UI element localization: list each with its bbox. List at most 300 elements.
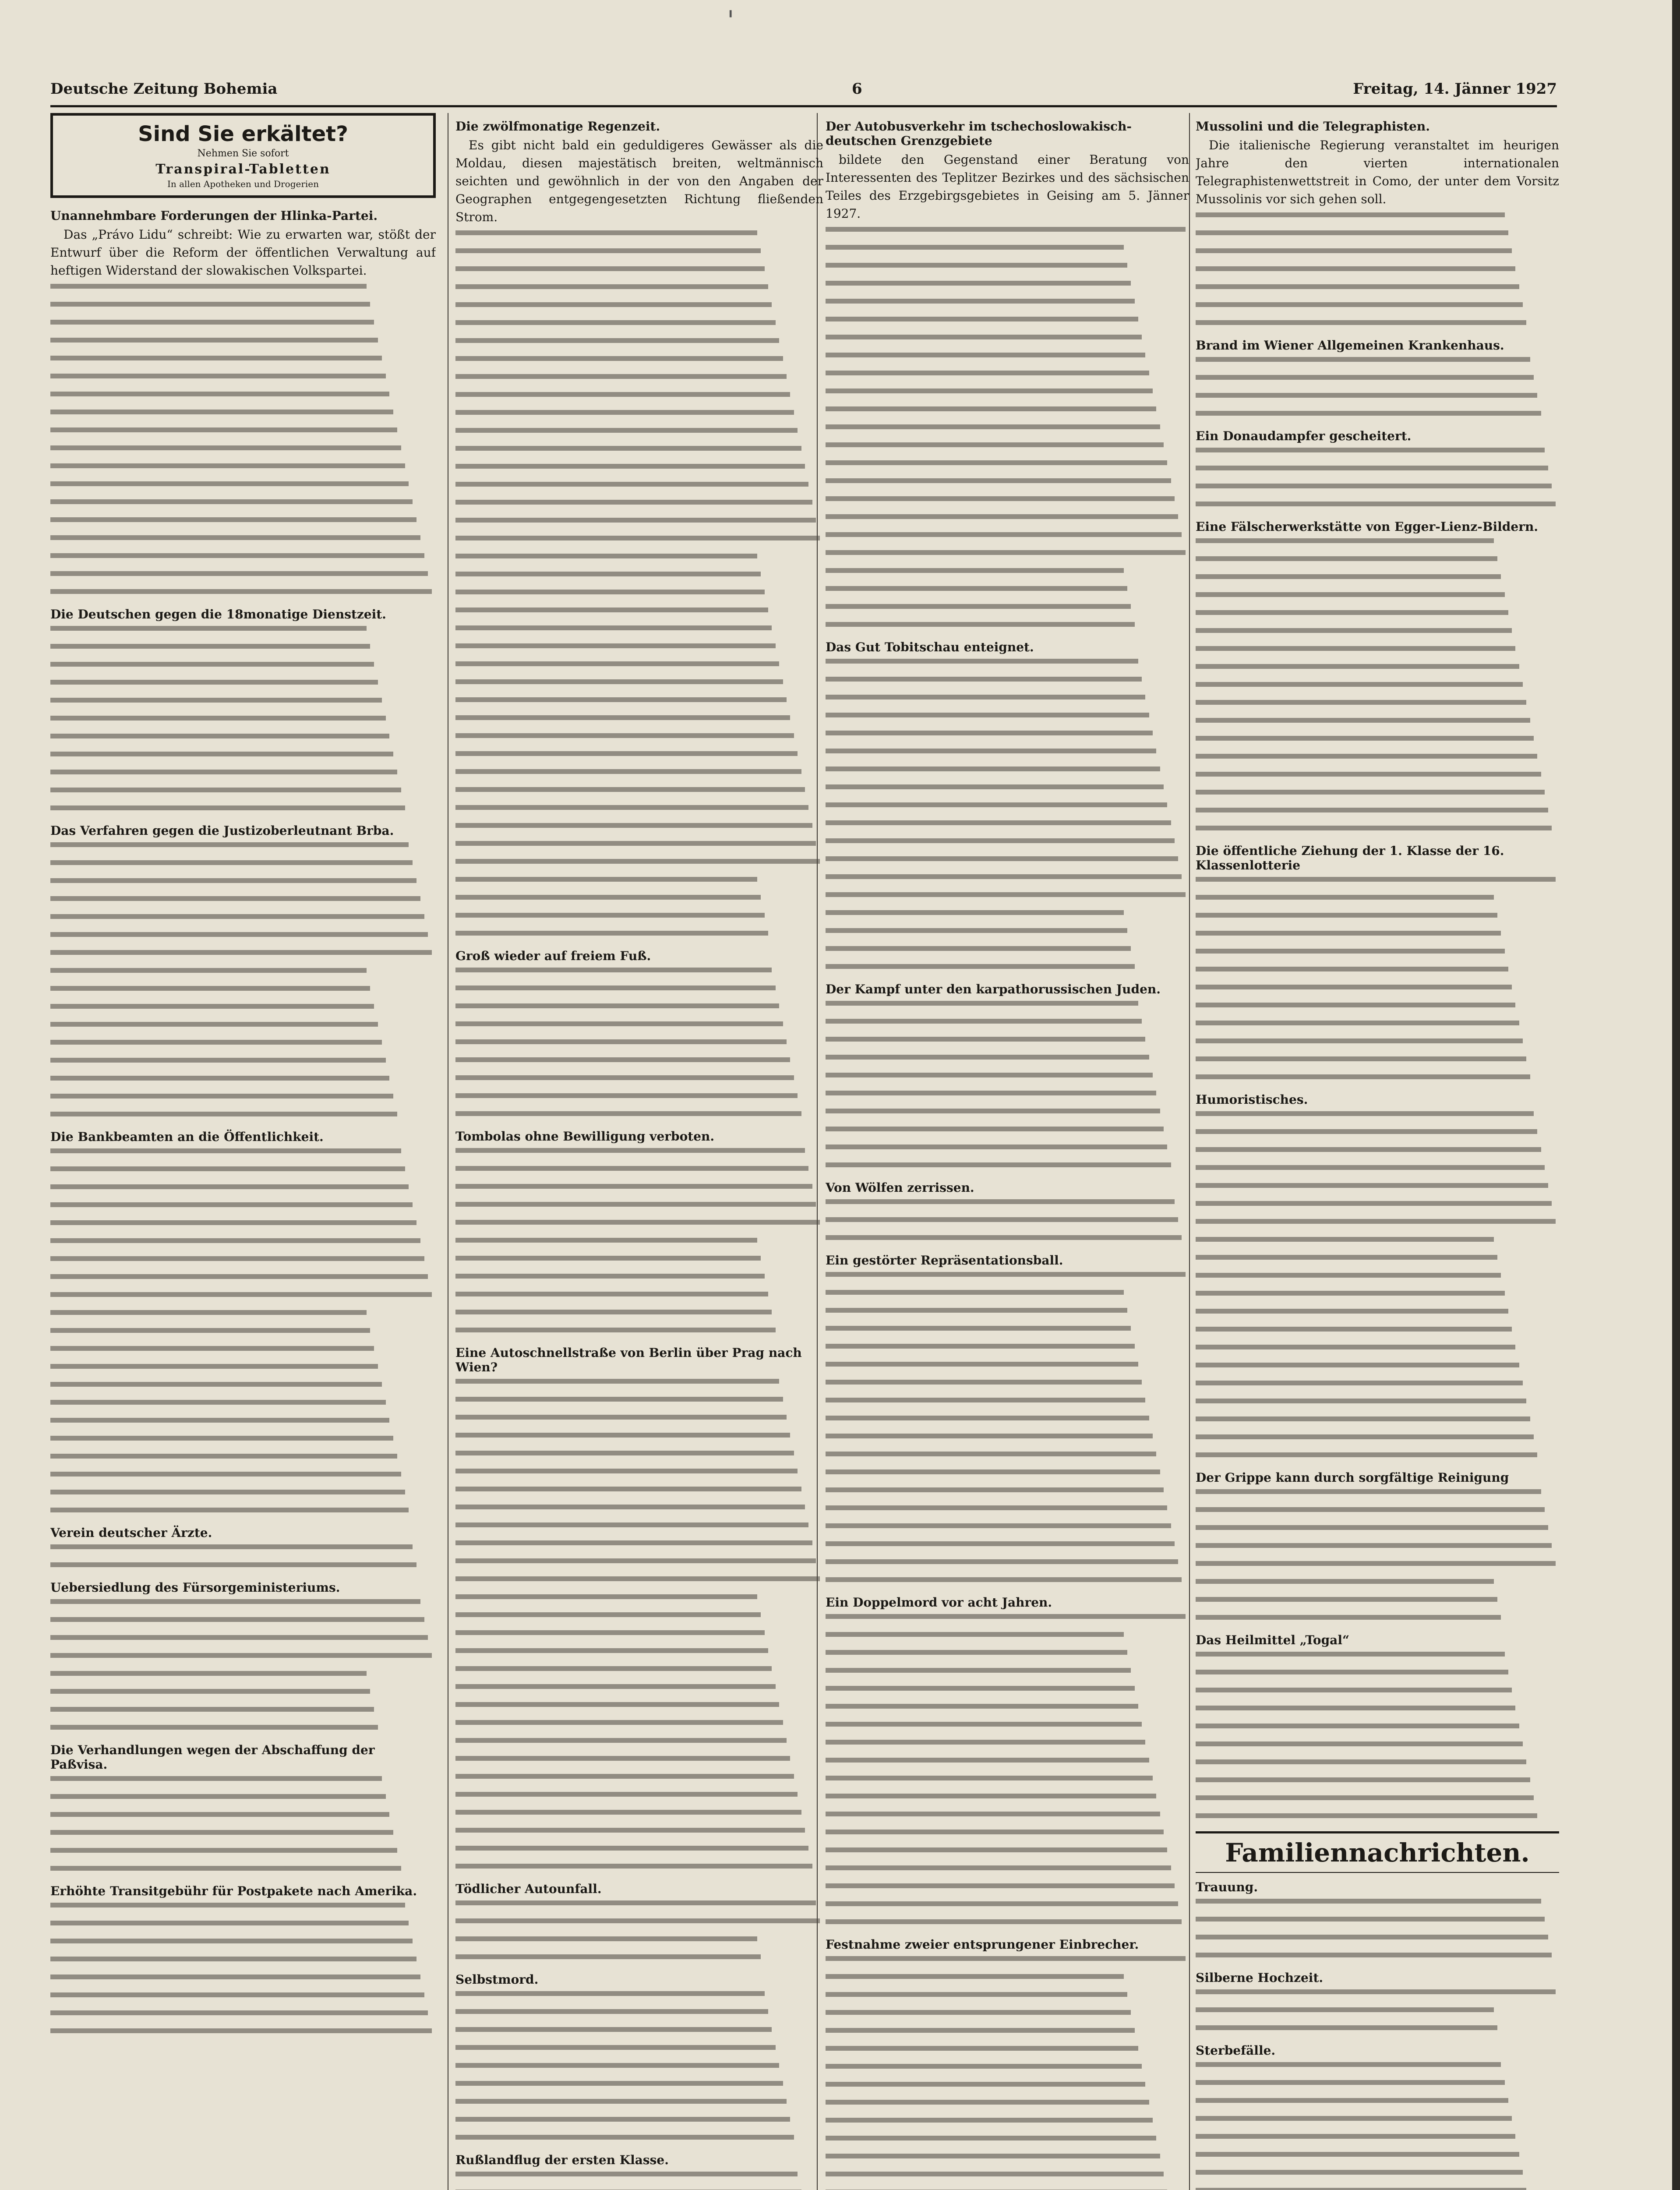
text-line bbox=[826, 2118, 1153, 2123]
text-line bbox=[455, 1864, 812, 1869]
text-line bbox=[455, 1702, 779, 1707]
text-line bbox=[826, 424, 1160, 429]
text-line bbox=[1196, 2098, 1508, 2103]
text-line bbox=[826, 856, 1178, 861]
text-line bbox=[50, 1058, 386, 1063]
text-line bbox=[50, 1418, 389, 1423]
text-line bbox=[455, 1792, 798, 1797]
text-line bbox=[826, 442, 1164, 447]
text-line bbox=[50, 338, 378, 343]
text-line bbox=[1196, 1003, 1515, 1007]
article-heading: Der Kampf unter den karpathorussischen Juden. bbox=[826, 982, 1161, 996]
text-line bbox=[50, 1364, 378, 1369]
text-line bbox=[50, 1848, 397, 1853]
text-line bbox=[826, 2010, 1131, 2015]
text-line bbox=[50, 1436, 393, 1441]
text-line bbox=[826, 1901, 1178, 1906]
text-line bbox=[826, 1162, 1171, 1167]
text-line bbox=[826, 695, 1145, 699]
text-line bbox=[455, 823, 812, 828]
text-line bbox=[1196, 736, 1534, 741]
text-line bbox=[50, 896, 420, 901]
text-line bbox=[455, 464, 805, 469]
text-line bbox=[826, 1416, 1149, 1420]
text-line bbox=[1196, 2062, 1501, 2067]
text-line bbox=[826, 227, 1186, 232]
text-line bbox=[1196, 949, 1505, 954]
text-line bbox=[826, 1830, 1164, 1834]
text-line bbox=[826, 335, 1142, 339]
text-line bbox=[455, 1397, 783, 1402]
article-heading: Das Heilmittel „Togal“ bbox=[1196, 1633, 1350, 1647]
text-line bbox=[455, 536, 820, 540]
text-line bbox=[1196, 1219, 1556, 1224]
text-line bbox=[826, 1272, 1186, 1277]
text-line bbox=[826, 1722, 1142, 1727]
text-line bbox=[50, 2010, 428, 2015]
ad-brand: Transpiral-Tabletten bbox=[155, 162, 331, 177]
text-line bbox=[455, 913, 765, 918]
text-line bbox=[455, 1954, 761, 1959]
text-line bbox=[826, 1127, 1164, 1131]
text-line bbox=[455, 590, 765, 594]
text-line bbox=[826, 802, 1167, 807]
text-line bbox=[50, 1256, 424, 1261]
text-line bbox=[826, 1055, 1149, 1060]
text-line bbox=[826, 1847, 1167, 1852]
text-line bbox=[455, 2135, 794, 2140]
text-block bbox=[50, 626, 436, 810]
text-block bbox=[455, 2172, 823, 2190]
text-line bbox=[50, 734, 389, 738]
article-heading: Ein gestörter Repräsentationsball. bbox=[826, 1253, 1063, 1268]
ad-title: Sind Sie erkältet? bbox=[138, 122, 348, 146]
text-line bbox=[1196, 1165, 1545, 1170]
text-line bbox=[50, 626, 367, 631]
text-line bbox=[50, 392, 389, 396]
text-line bbox=[826, 1812, 1160, 1816]
text-line bbox=[455, 697, 787, 702]
text-block bbox=[1196, 877, 1559, 1079]
text-line bbox=[1196, 1741, 1523, 1746]
text-line bbox=[826, 1308, 1127, 1313]
article-heading: Unannehmbare Forderungen der Hlinka-Partei. bbox=[50, 208, 378, 223]
text-line bbox=[455, 1900, 816, 1905]
text-line bbox=[1196, 1777, 1530, 1782]
text-line bbox=[455, 392, 790, 397]
text-line bbox=[1196, 967, 1508, 971]
text-line bbox=[1196, 393, 1537, 398]
text-line bbox=[826, 245, 1124, 250]
text-line bbox=[826, 568, 1124, 573]
text-line bbox=[826, 371, 1149, 375]
text-line bbox=[455, 482, 808, 487]
text-line bbox=[455, 302, 772, 307]
text-line bbox=[455, 625, 772, 630]
text-line bbox=[455, 2081, 783, 2086]
text-line bbox=[1196, 931, 1501, 936]
text-line bbox=[455, 895, 761, 900]
text-line bbox=[1196, 592, 1505, 597]
article-text: bildete den Gegenstand einer Beratung von Interessenten des Teplitzer Bezirkes und des sächsischen Teiles des Erzgebirgsgebietes in Geising am 5. Jänner 1927. bbox=[826, 152, 1189, 221]
text-line bbox=[1196, 1201, 1552, 1206]
text-line bbox=[826, 2172, 1164, 2176]
text-line bbox=[50, 1022, 378, 1027]
text-line bbox=[50, 1292, 432, 1297]
text-line bbox=[1196, 2152, 1519, 2157]
article-heading: Tombolas ohne Bewilligung verboten. bbox=[455, 1129, 715, 1144]
text-line bbox=[826, 1001, 1138, 1006]
text-line bbox=[1196, 1615, 1501, 1620]
text-line bbox=[826, 1776, 1153, 1780]
text-line bbox=[826, 1883, 1175, 1888]
text-line bbox=[1196, 1579, 1494, 1584]
article-heading: Der Autobusverkehr im tschechoslowakisch-deutschen Grenzgebiete bbox=[826, 119, 1132, 148]
text-line bbox=[1196, 610, 1508, 615]
text-line bbox=[455, 787, 805, 792]
text-block bbox=[1196, 2062, 1559, 2190]
text-line bbox=[50, 842, 409, 847]
text-line bbox=[455, 572, 761, 576]
text-line bbox=[50, 1148, 401, 1153]
text-line bbox=[826, 604, 1131, 609]
text-line bbox=[1196, 484, 1552, 488]
text-line bbox=[455, 1111, 801, 1116]
text-line bbox=[1196, 284, 1519, 289]
text-line bbox=[826, 928, 1127, 933]
text-line bbox=[50, 1346, 374, 1351]
text-line bbox=[826, 749, 1156, 753]
text-line bbox=[455, 715, 790, 720]
text-line bbox=[50, 1562, 416, 1567]
text-line bbox=[455, 1433, 790, 1438]
text-line bbox=[1196, 2134, 1515, 2139]
text-block bbox=[455, 1991, 823, 2140]
text-line bbox=[1196, 682, 1523, 687]
text-line bbox=[1196, 357, 1530, 362]
text-line bbox=[826, 2154, 1160, 2158]
text-line bbox=[1196, 1670, 1508, 1674]
text-line bbox=[455, 1540, 812, 1545]
text-line bbox=[1196, 2007, 1494, 2012]
text-line bbox=[1196, 1056, 1526, 1061]
text-line bbox=[1196, 1291, 1505, 1296]
text-line bbox=[455, 1720, 783, 1725]
ad-line: In allen Apotheken und Drogerien bbox=[167, 179, 319, 189]
text-line bbox=[826, 1686, 1135, 1691]
text-line bbox=[455, 1936, 757, 1941]
text-line bbox=[50, 788, 401, 792]
text-line bbox=[455, 1202, 816, 1207]
text-line bbox=[1196, 1345, 1515, 1349]
text-line bbox=[1196, 1273, 1501, 1278]
text-line bbox=[455, 1310, 772, 1314]
text-line bbox=[826, 1577, 1182, 1582]
text-line bbox=[50, 320, 374, 325]
text-line bbox=[826, 1073, 1153, 1077]
text-line bbox=[1196, 448, 1545, 452]
text-line bbox=[50, 1776, 382, 1781]
text-block bbox=[826, 1956, 1189, 2190]
text-line bbox=[826, 263, 1127, 268]
column-4 bbox=[1196, 113, 1559, 2190]
text-line bbox=[826, 514, 1178, 519]
text-line bbox=[826, 1794, 1156, 1798]
text-line bbox=[455, 986, 776, 990]
text-line bbox=[1196, 1255, 1497, 1260]
text-line bbox=[1196, 1111, 1534, 1116]
text-line bbox=[455, 2027, 772, 2032]
text-line bbox=[1196, 1327, 1512, 1332]
text-line bbox=[455, 2045, 776, 2050]
text-line bbox=[50, 427, 397, 432]
article-heading: Eine Autoschnellstraße von Berlin über Prag nach Wien? bbox=[455, 1346, 802, 1374]
text-line bbox=[826, 586, 1127, 591]
text-line bbox=[455, 356, 783, 361]
text-line bbox=[455, 805, 808, 810]
text-line bbox=[455, 1057, 790, 1062]
text-line bbox=[455, 1594, 757, 1599]
text-block bbox=[50, 842, 436, 1116]
text-line bbox=[826, 731, 1153, 735]
text-line bbox=[455, 1684, 776, 1689]
text-line bbox=[826, 1668, 1131, 1673]
text-block bbox=[1196, 212, 1559, 325]
text-line bbox=[50, 1975, 420, 1979]
text-line bbox=[455, 931, 768, 936]
text-line bbox=[455, 1184, 812, 1189]
text-line bbox=[826, 659, 1138, 664]
text-line bbox=[50, 770, 397, 774]
text-line bbox=[1196, 1597, 1497, 1602]
text-line bbox=[1196, 1452, 1537, 1457]
text-line bbox=[1196, 212, 1505, 217]
text-line bbox=[455, 1021, 783, 1026]
text-line bbox=[1196, 1561, 1556, 1566]
text-line bbox=[50, 1508, 409, 1512]
article-heading: Uebersiedlung des Fürsorgeministeriums. bbox=[50, 1580, 340, 1595]
text-block bbox=[826, 1272, 1189, 1582]
article-heading: Von Wölfen zerrissen. bbox=[826, 1180, 974, 1195]
text-block bbox=[50, 1776, 436, 1871]
article-heading: Festnahme zweier entsprungener Einbrecher. bbox=[826, 1937, 1139, 1952]
text-line bbox=[826, 1434, 1153, 1438]
column-3 bbox=[826, 113, 1189, 2190]
text-line bbox=[1196, 1183, 1548, 1188]
text-line bbox=[50, 1794, 386, 1799]
text-line bbox=[455, 1612, 761, 1617]
text-line bbox=[50, 1903, 405, 1907]
text-line bbox=[1196, 1237, 1494, 1242]
text-line bbox=[455, 1738, 787, 1743]
text-line bbox=[1196, 1652, 1505, 1657]
text-line bbox=[455, 1451, 794, 1455]
text-block bbox=[1196, 1489, 1559, 1620]
text-line bbox=[1196, 320, 1526, 325]
text-line bbox=[50, 589, 432, 594]
article-heading: Das Gut Tobitschau enteignet. bbox=[826, 640, 1034, 654]
text-line bbox=[455, 1558, 816, 1563]
text-line bbox=[826, 1037, 1145, 1042]
text-line bbox=[1196, 1038, 1523, 1043]
text-line bbox=[50, 553, 424, 558]
text-line bbox=[826, 1704, 1138, 1709]
text-line bbox=[50, 1220, 416, 1225]
text-line bbox=[455, 2172, 798, 2176]
advertisement-box bbox=[50, 113, 436, 198]
text-line bbox=[50, 1812, 389, 1817]
text-line bbox=[50, 752, 393, 756]
text-block bbox=[826, 1199, 1189, 1240]
text-line bbox=[50, 1310, 367, 1315]
text-line bbox=[1196, 375, 1534, 380]
text-line bbox=[50, 1617, 424, 1622]
column-2 bbox=[455, 113, 823, 2190]
text-line bbox=[50, 535, 420, 540]
text-line bbox=[50, 356, 382, 360]
text-line bbox=[50, 716, 386, 721]
article-heading: Mussolini und die Telegraphisten. bbox=[1196, 119, 1430, 134]
text-line bbox=[1196, 2080, 1505, 2085]
notice-heading: Trauung. bbox=[1196, 1880, 1258, 1894]
page-mark: ' bbox=[727, 5, 734, 36]
text-line bbox=[826, 1992, 1127, 1997]
text-line bbox=[1196, 877, 1556, 882]
text-line bbox=[826, 478, 1171, 483]
text-line bbox=[1196, 790, 1545, 795]
text-line bbox=[50, 1707, 374, 1712]
text-line bbox=[455, 1522, 808, 1527]
text-line bbox=[455, 608, 768, 612]
text-line bbox=[826, 677, 1142, 682]
text-line bbox=[455, 410, 794, 415]
text-line bbox=[1196, 2188, 1526, 2190]
text-line bbox=[1196, 985, 1512, 989]
text-line bbox=[1196, 1935, 1548, 1939]
text-line bbox=[455, 1166, 808, 1171]
text-line bbox=[1196, 1917, 1545, 1922]
text-line bbox=[1196, 1899, 1541, 1904]
text-line bbox=[50, 571, 428, 576]
text-line bbox=[826, 2046, 1138, 2051]
text-line bbox=[826, 281, 1131, 286]
text-line bbox=[455, 643, 776, 648]
text-line bbox=[826, 2064, 1142, 2069]
article-text: Die italienische Regierung veranstaltet im heurigen Jahre den vierten internationalen Telegraphistenwettstreit in Como, der unter dem Vorsitz Mussolinis vor sich gehen soll. bbox=[1196, 138, 1559, 206]
text-line bbox=[50, 1653, 432, 1658]
text-line bbox=[455, 2063, 779, 2068]
text-line bbox=[1196, 826, 1552, 830]
text-line bbox=[455, 877, 757, 882]
column-1 bbox=[50, 113, 436, 2190]
text-line bbox=[455, 1220, 820, 1225]
text-line bbox=[455, 1274, 765, 1279]
text-block bbox=[826, 227, 1189, 627]
text-line bbox=[826, 1380, 1142, 1385]
text-line bbox=[1196, 1489, 1541, 1494]
text-line bbox=[826, 1326, 1131, 1331]
text-line bbox=[1196, 628, 1512, 633]
text-line bbox=[826, 1523, 1171, 1528]
text-line bbox=[1196, 1989, 1556, 1994]
text-block bbox=[1196, 448, 1559, 506]
ad-line: Nehmen Sie sofort bbox=[197, 148, 289, 159]
text-line bbox=[1196, 1795, 1534, 1800]
text-line bbox=[826, 1559, 1178, 1564]
text-line bbox=[455, 1918, 820, 1923]
text-block bbox=[455, 968, 823, 1116]
text-line bbox=[455, 1075, 794, 1080]
text-block bbox=[826, 1614, 1189, 1924]
text-line bbox=[826, 1019, 1142, 1024]
text-block bbox=[50, 1148, 436, 1512]
masthead-rule bbox=[50, 105, 1557, 107]
text-line bbox=[826, 2082, 1145, 2087]
text-line bbox=[826, 1974, 1124, 1979]
text-line bbox=[455, 1648, 768, 1653]
text-line bbox=[1196, 1381, 1523, 1385]
text-line bbox=[455, 733, 794, 738]
text-line bbox=[455, 320, 776, 325]
text-line bbox=[455, 1828, 805, 1833]
text-line bbox=[50, 1274, 428, 1279]
text-line bbox=[826, 766, 1160, 771]
text-line bbox=[455, 230, 757, 235]
text-line bbox=[50, 1921, 409, 1925]
text-line bbox=[50, 1382, 382, 1387]
text-line bbox=[50, 1671, 367, 1676]
text-line bbox=[455, 2009, 768, 2014]
text-block bbox=[1196, 1652, 1559, 1818]
text-line bbox=[50, 1635, 428, 1640]
text-line bbox=[826, 1452, 1156, 1456]
text-line bbox=[1196, 502, 1556, 506]
text-block bbox=[455, 1900, 823, 1959]
text-line bbox=[826, 874, 1182, 879]
article-text: Das „Právo Lidu“ schreibt: Wie zu erwarten war, stößt der Entwurf über die Reform der öffentlichen Verwaltung auf heftigen Widerstand der slowakischen Volkspartei. bbox=[50, 227, 436, 278]
text-line bbox=[50, 499, 413, 504]
text-line bbox=[50, 517, 416, 522]
text-line bbox=[455, 1039, 787, 1044]
text-line bbox=[50, 1238, 420, 1243]
text-block bbox=[455, 230, 823, 936]
text-line bbox=[50, 1992, 424, 1997]
text-line bbox=[826, 892, 1186, 897]
article-heading: Ein Doppelmord vor acht Jahren. bbox=[826, 1595, 1052, 1610]
text-line bbox=[455, 751, 798, 756]
text-line bbox=[826, 1199, 1175, 1204]
column-divider bbox=[1189, 113, 1190, 2190]
article-heading: Erhöhte Transitgebühr für Postpakete nach Amerika. bbox=[50, 1884, 417, 1898]
text-line bbox=[1196, 302, 1523, 307]
text-line bbox=[455, 968, 772, 972]
article-heading: Ein Donaudampfer gescheitert. bbox=[1196, 429, 1412, 443]
text-line bbox=[50, 1957, 416, 1961]
text-line bbox=[455, 841, 816, 846]
text-line bbox=[455, 1469, 798, 1473]
text-line bbox=[1196, 808, 1548, 812]
text-block bbox=[50, 1599, 436, 1730]
text-line bbox=[50, 1004, 374, 1009]
text-line bbox=[50, 481, 409, 486]
text-line bbox=[50, 968, 367, 973]
text-line bbox=[455, 1415, 787, 1420]
text-line bbox=[50, 1490, 405, 1494]
text-block bbox=[1196, 1899, 1559, 1957]
page-number: 6 bbox=[852, 80, 862, 98]
text-line bbox=[455, 2117, 790, 2122]
text-line bbox=[455, 1238, 757, 1243]
